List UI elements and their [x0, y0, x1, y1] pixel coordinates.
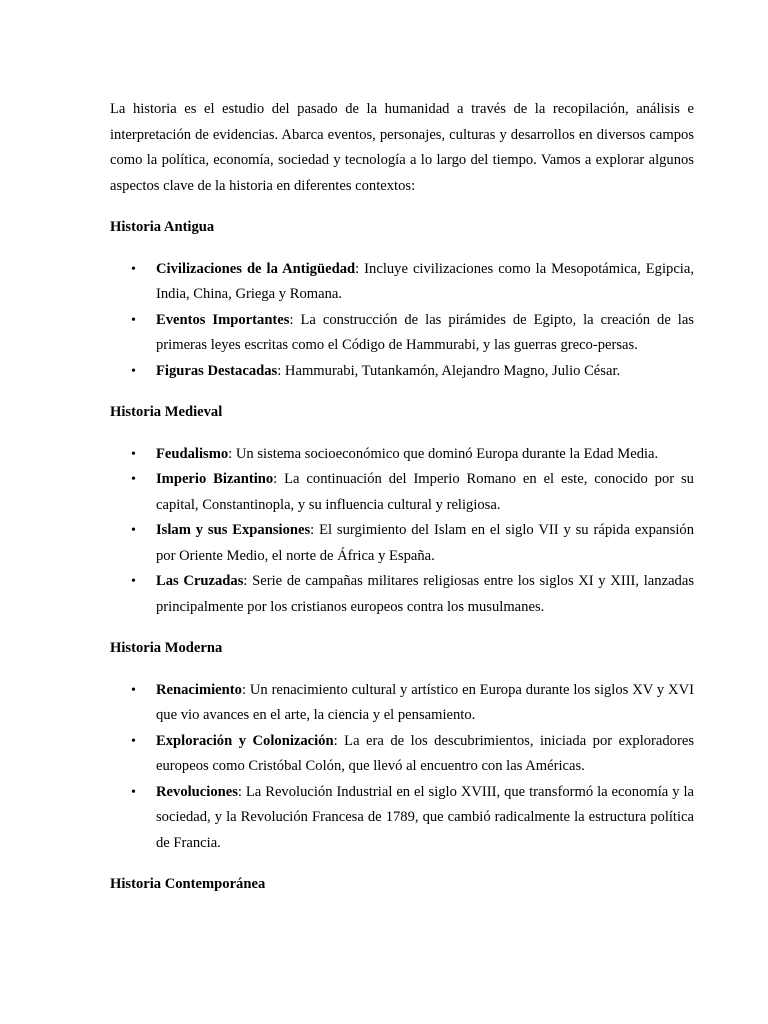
bullet-list	[110, 678, 694, 857]
item-term: Civilizaciones de la Antigüedad	[156, 260, 356, 277]
bullet-icon: •	[131, 784, 136, 800]
item-text: : El surgimiento del Islam en el siglo VII y su rápida expansión por Oriente Medio, el norte de África y España.	[156, 522, 694, 564]
list-item	[110, 467, 694, 518]
section-heading: Historia Moderna	[110, 640, 223, 656]
section-historia-medieval	[110, 400, 694, 620]
list-item	[110, 257, 694, 308]
bullet-icon: •	[131, 682, 136, 698]
item-term: Imperio Bizantino	[156, 471, 274, 487]
section-historia-contemporanea	[110, 872, 694, 898]
item-term: Exploración y Colonización	[156, 732, 334, 749]
item-text: : Un renacimiento cultural y artístico en Europa durante los siglos XV y XVI que vio avances en el arte, la ciencia y el pensamiento.	[156, 681, 694, 723]
item-text: : Incluye civilizaciones como la Mesopotámica, Egipcia, India, China, Griega y Romana.	[156, 260, 694, 302]
item-term: Eventos Importantes	[156, 311, 290, 328]
item-term: Islam y sus Expansiones	[156, 522, 311, 538]
section-heading: Historia Contemporánea	[110, 876, 266, 892]
item-text: : La era de los descubrimientos, iniciada por exploradores europeos como Cristóbal Colón, que llevó al encuentro con las Américas.	[156, 732, 695, 774]
bullet-icon: •	[131, 472, 136, 487]
item-term: Figuras Destacadas	[156, 362, 278, 379]
list-item	[110, 442, 694, 468]
bullet-icon: •	[131, 733, 136, 749]
list-item	[110, 359, 694, 385]
bullet-icon: •	[131, 312, 136, 328]
item-text: : Serie de campañas militares religiosas entre los siglos XI y XIII, lanzadas principalmente por los cristianos europeos contra los musulmanes.	[156, 573, 694, 615]
list-item	[110, 569, 694, 620]
list-item	[110, 518, 694, 569]
bullet-icon: •	[131, 446, 136, 462]
section-heading: Historia Medieval	[110, 404, 223, 420]
bullet-icon: •	[131, 363, 136, 379]
item-term: Feudalismo	[156, 445, 229, 462]
section-historia-antigua	[110, 215, 694, 384]
item-text: : Un sistema socioeconómico que dominó Europa durante la Edad Media.	[228, 445, 659, 462]
item-text: : La continuación del Imperio Romano en el este, conocido por su capital, Constantinopla, y su influencia cultural y religiosa.	[156, 471, 694, 513]
item-text: : Hammurabi, Tutankamón, Alejandro Magno, Julio César.	[277, 362, 621, 379]
intro-paragraph: La historia es el estudio del pasado de la humanidad a través de la recopilación, análisis e interpretación de evidencias. Abarca eventos, personajes, culturas y desarrollos en diversos campos como la política, economía, sociedad y tecnología a lo largo del tiempo. Vamos a explorar algunos aspectos clave de la historia en diferentes contextos:	[110, 101, 694, 194]
bullet-icon: •	[131, 523, 136, 538]
list-item	[110, 308, 694, 359]
bullet-list	[110, 442, 694, 621]
list-item	[110, 678, 694, 729]
item-term: Revoluciones	[156, 783, 238, 800]
list-item	[110, 780, 694, 857]
bullet-icon: •	[131, 261, 136, 277]
item-term: Renacimiento	[156, 681, 242, 698]
bullet-icon: •	[131, 574, 136, 589]
item-text: : La Revolución Industrial en el siglo XVIII, que transformó la economía y la sociedad, y la Revolución Francesa de 1789, que cambió radicalmente la estructura política de Francia.	[156, 783, 694, 851]
section-heading: Historia Antigua	[110, 219, 215, 235]
bullet-list	[110, 257, 694, 385]
item-text: : La construcción de las pirámides de Egipto, la creación de las primeras leyes escritas como el Código de Hammurabi, y las guerras greco-persas.	[156, 311, 694, 353]
item-term: Las Cruzadas	[156, 573, 244, 589]
list-item	[110, 729, 694, 780]
section-historia-moderna	[110, 636, 694, 856]
